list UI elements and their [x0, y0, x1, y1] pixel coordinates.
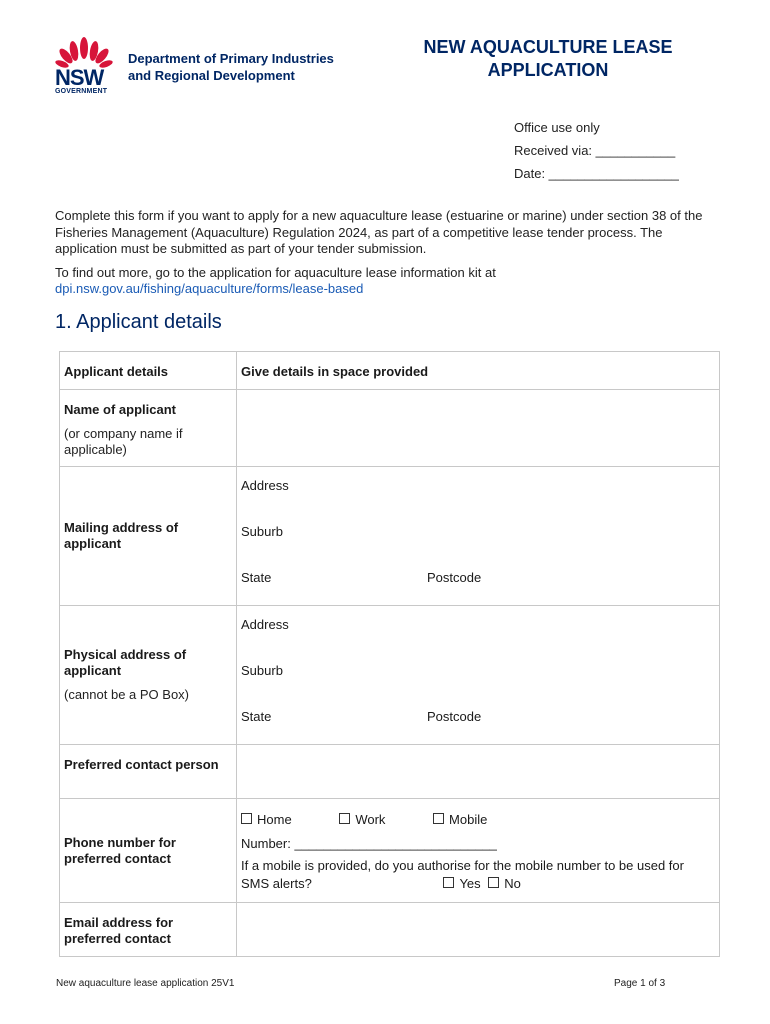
checkbox-home[interactable]: [241, 813, 252, 824]
name-input-field[interactable]: [237, 390, 720, 467]
col-header-applicant-details: Applicant details: [60, 352, 237, 390]
info-kit-paragraph: [55, 265, 720, 298]
physical-postcode-label: Postcode: [427, 709, 482, 724]
mailing-postcode-label: Postcode: [427, 570, 482, 585]
contact-label-cell: [60, 745, 237, 799]
title-line-2: APPLICATION: [487, 60, 609, 80]
name-note: (or company name if applicable): [64, 426, 183, 457]
physical-address-label: Physical address of applicant: [64, 647, 187, 678]
info-kit-text: To find out more, go to the application for aquaculture lease information kit at: [55, 264, 496, 280]
sms-yes-label: Yes: [459, 876, 481, 891]
office-date-field: Date: __________________: [514, 166, 679, 181]
physical-note: (cannot be a PO Box): [64, 687, 190, 702]
preferred-contact-label: Preferred contact person: [64, 757, 219, 772]
intro-paragraph: Complete this form if you want to apply for a new aquaculture lease (estuarine or marine) under section 38 of the Fisheries Management (Aquaculture) Regulation 2024, as part of a competitive lease tender process. The application must be submitted as part of your tender submission.: [55, 208, 703, 256]
office-use-block: [514, 116, 679, 185]
section-heading: 1. Applicant details: [55, 311, 222, 333]
mailing-address-cell[interactable]: [237, 467, 720, 606]
office-use-heading: Office use only: [514, 120, 600, 135]
name-label-cell: [60, 390, 237, 467]
dept-line-2: and Regional Development: [128, 68, 295, 83]
mailing-address-label: Address: [241, 478, 289, 493]
checkbox-yes[interactable]: [443, 877, 454, 888]
sms-no-option[interactable]: [488, 876, 521, 891]
sms-question: [241, 857, 715, 893]
physical-suburb-line[interactable]: [241, 652, 715, 698]
department-name: [128, 50, 334, 84]
phone-work-label: Work: [355, 812, 386, 827]
dept-line-1: Department of Primary Industries: [128, 51, 334, 66]
mailing-suburb-label: Suburb: [241, 524, 283, 539]
physical-address-text: Address: [241, 617, 289, 632]
received-via-field: Received via: ___________: [514, 143, 676, 158]
phone-number-label: Phone number for preferred contact: [64, 834, 176, 866]
physical-suburb-label: Suburb: [241, 663, 283, 678]
physical-state-line[interactable]: [241, 698, 715, 744]
phone-home-label: Home: [257, 812, 292, 827]
col-header-give-details: Give details in space provided: [237, 352, 720, 390]
checkbox-no[interactable]: [488, 877, 499, 888]
mailing-state-line[interactable]: [241, 559, 715, 605]
phone-mobile-label: Mobile: [449, 812, 488, 827]
phone-home-option[interactable]: [241, 811, 292, 829]
intro-text: [55, 208, 720, 305]
phone-cell: [237, 799, 720, 903]
mailing-address-label: Mailing address of applicant: [64, 520, 179, 551]
email-label-cell: [60, 903, 237, 957]
title-line-1: NEW AQUACULTURE LEASE: [423, 37, 673, 57]
footer-document-name: New aquaculture lease application 25V1: [56, 978, 235, 989]
phone-type-options: [241, 811, 715, 829]
mailing-label-cell: [60, 467, 237, 606]
physical-address-line[interactable]: [241, 606, 715, 652]
checkbox-mobile[interactable]: [433, 813, 444, 824]
nsw-wordmark: NSW: [55, 65, 104, 90]
email-address-label: Email address for preferred contact: [64, 915, 174, 946]
document-title: [398, 36, 698, 82]
phone-number-field[interactable]: Number: ____________________________: [241, 836, 497, 851]
mailing-address-line[interactable]: [241, 467, 715, 513]
phone-label-cell: [60, 799, 237, 903]
mailing-suburb-line[interactable]: [241, 513, 715, 559]
mailing-state-label: State: [241, 570, 272, 585]
applicant-details-table: [59, 351, 720, 957]
checkbox-work[interactable]: [339, 813, 350, 824]
sms-yes-option[interactable]: [443, 876, 480, 891]
phone-mobile-option[interactable]: [433, 811, 487, 829]
physical-label-cell: [60, 606, 237, 745]
government-wordmark: GOVERNMENT: [55, 88, 108, 95]
physical-state-label: State: [241, 709, 272, 724]
preferred-contact-input[interactable]: [237, 745, 720, 799]
sms-question-text: If a mobile is provided, do you authorise for the mobile number to be used for SMS alerts?: [241, 858, 684, 891]
sms-no-label: No: [504, 876, 521, 891]
name-of-applicant-label: Name of applicant: [64, 402, 176, 417]
footer-page-number: Page 1 of 3: [614, 978, 666, 989]
phone-work-option[interactable]: [339, 811, 385, 829]
info-kit-link[interactable]: dpi.nsw.gov.au/fishing/aquaculture/forms/lease-based: [55, 281, 364, 296]
physical-address-cell[interactable]: [237, 606, 720, 745]
email-input-field[interactable]: [237, 903, 720, 957]
